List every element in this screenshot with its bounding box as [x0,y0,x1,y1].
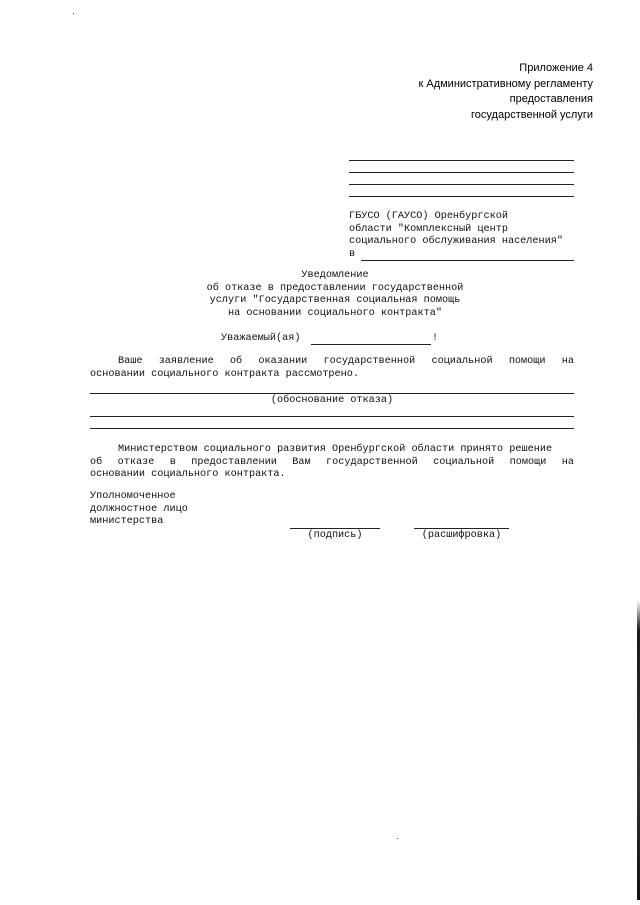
scan-speck [73,13,74,14]
signatory-line-3: министерства [90,516,164,527]
p2-word: на [561,457,574,468]
p2-word: в [169,457,176,468]
p1-word: оказании [258,356,308,367]
p2-word: помощи [509,457,547,468]
transcript-blank-line [414,528,509,529]
recipient-blank-line-3 [349,184,574,185]
paragraph-2-line-3: основании социального контракта. [90,469,286,480]
addressee-line-2: области "Комплексный центр [349,224,508,235]
signature-blank-line [290,528,380,529]
p1-word: помощи [508,356,546,367]
p2-word: отказе [117,457,155,468]
p2-word: предоставлении [191,457,277,468]
signatory-line-1: Уполномоченное [90,491,176,502]
reason-caption: (обоснование отказа) [270,395,394,406]
recipient-blank-line-1 [349,160,574,161]
addressee-line-1: ГБУСО (ГАУСО) Оренбургской [349,211,508,222]
p1-word: заявление [158,356,214,367]
reason-blank-line-1 [90,393,574,394]
p2-word: Вам [292,457,311,468]
signatory-line-2: должностное лицо [90,504,188,515]
reason-blank-line-2 [90,416,574,417]
p1-word: Ваше [118,356,143,367]
p2-word: социальной [433,457,495,468]
signature-caption: (подпись) [307,530,363,541]
reason-blank-line-3 [90,428,574,429]
recipient-blank-line-4 [349,196,574,197]
appendix-header [418,61,593,123]
recipient-blank-line-2 [349,172,574,173]
appendix-service: государственной услуги [471,108,593,121]
p1-word: об [229,356,243,367]
addressee-blank-line [361,260,574,261]
greeting-label: Уважаемый(ая) [221,333,301,344]
greeting-exclamation: ! [432,333,439,344]
appendix-number: Приложение 4 [519,62,593,74]
notice-title: Уведомление [301,270,369,281]
addressee-line-4: в [349,249,356,260]
notice-subtitle-line-2: услуги "Государственная социальная помощь [209,295,461,306]
notice-subtitle-line-3: на основании социального контракта" [228,308,442,319]
appendix-provision: предоставления [509,93,593,105]
scan-speck [397,838,398,839]
paragraph-1-line-1 [118,356,574,369]
addressee-line-3: социального обслуживания населения" [349,236,563,247]
paragraph-2-line-2 [90,457,574,470]
p2-word: об [90,457,103,468]
p1-word: на [561,356,574,367]
p2-word: государственной [326,457,418,468]
notice-subtitle-line-1: об отказе в предоставлении государственной [206,283,464,294]
paragraph-2-line-1: Министерством социального развития Оренбургской области принято решение [118,444,553,455]
greeting-name-blank [311,344,431,345]
paragraph-1-line-2: основании социального контракта рассмотрено. [90,369,359,380]
p1-word: социальной [431,356,493,367]
p1-word: государственной [323,356,416,367]
transcript-caption: (расшифровка) [421,530,502,541]
appendix-regulation: к Административному регламенту [418,77,593,90]
